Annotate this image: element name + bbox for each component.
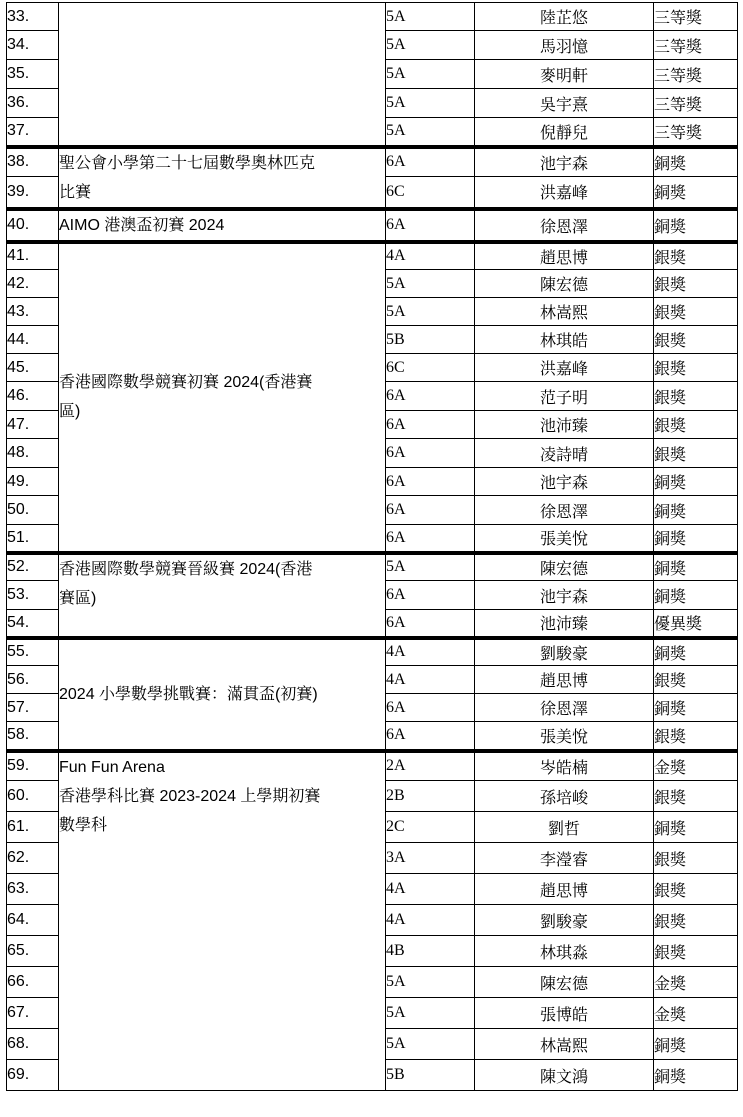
- row-number: 45.: [7, 354, 59, 382]
- student-name: 池宇森: [475, 147, 654, 177]
- awards-table-body: [7, 3, 738, 1091]
- award-level: 銀獎: [654, 439, 738, 468]
- award-level: 銀獎: [654, 411, 738, 439]
- student-name: 岑皓楠: [475, 751, 654, 781]
- award-level: 三等獎: [654, 89, 738, 118]
- student-class: 3A: [386, 843, 475, 874]
- student-class: 5A: [386, 1029, 475, 1060]
- row-number: 65.: [7, 936, 59, 967]
- row-number: 48.: [7, 439, 59, 468]
- student-name: 李瀅睿: [475, 843, 654, 874]
- award-level: 銀獎: [654, 843, 738, 874]
- student-name: 林琪皓: [475, 326, 654, 354]
- row-number: 58.: [7, 722, 59, 751]
- student-class: 5B: [386, 326, 475, 354]
- award-level: 銀獎: [654, 874, 738, 905]
- student-name: 范子明: [475, 382, 654, 411]
- student-class: 6A: [386, 694, 475, 722]
- competition-name-line: 區): [59, 403, 81, 420]
- student-class: 6A: [386, 382, 475, 411]
- student-class: 4A: [386, 242, 475, 270]
- student-name: 陸芷悠: [475, 3, 654, 31]
- award-level: 銀獎: [654, 936, 738, 967]
- competition-name: [59, 3, 386, 147]
- row-number: 54.: [7, 610, 59, 638]
- award-level: 銀獎: [654, 382, 738, 411]
- student-class: 5A: [386, 998, 475, 1029]
- row-number: 50.: [7, 496, 59, 525]
- row-number: 66.: [7, 967, 59, 998]
- student-name: 徐恩澤: [475, 209, 654, 242]
- award-level: 銅獎: [654, 581, 738, 610]
- student-class: 5A: [386, 553, 475, 581]
- award-level: 銅獎: [654, 525, 738, 553]
- student-class: 6A: [386, 722, 475, 751]
- student-name: 陳宏德: [475, 553, 654, 581]
- student-class: 2C: [386, 812, 475, 843]
- student-name: 陳文鴻: [475, 1060, 654, 1091]
- table-row: [7, 751, 738, 781]
- row-number: 40.: [7, 209, 59, 242]
- award-level: 銀獎: [654, 781, 738, 812]
- table-row: [7, 3, 738, 31]
- student-class: 5A: [386, 60, 475, 89]
- award-level: 銅獎: [654, 638, 738, 666]
- award-level: 銅獎: [654, 496, 738, 525]
- row-number: 62.: [7, 843, 59, 874]
- student-name: 林琪淼: [475, 936, 654, 967]
- row-number: 47.: [7, 411, 59, 439]
- award-level: 銀獎: [654, 666, 738, 694]
- competition-name: [59, 209, 386, 242]
- competition-name-line: 香港學科比賽 2023-2024 上學期初賽: [59, 787, 321, 805]
- competition-name-line: Fun Fun Arena: [59, 758, 165, 776]
- table-row: [7, 209, 738, 242]
- row-number: 41.: [7, 242, 59, 270]
- student-class: 5A: [386, 31, 475, 60]
- table-row: [7, 553, 738, 581]
- student-name: 張美悅: [475, 722, 654, 751]
- competition-name: [59, 242, 386, 553]
- award-level: 銀獎: [654, 905, 738, 936]
- student-name: 池沛臻: [475, 610, 654, 638]
- award-level: 金獎: [654, 967, 738, 998]
- award-level: 銅獎: [654, 812, 738, 843]
- student-class: 5A: [386, 118, 475, 147]
- award-level: 優異獎: [654, 610, 738, 638]
- row-number: 60.: [7, 781, 59, 812]
- student-class: 6A: [386, 525, 475, 553]
- row-number: 64.: [7, 905, 59, 936]
- competition-name-line: 比賽: [59, 183, 92, 201]
- row-number: 67.: [7, 998, 59, 1029]
- row-number: 56.: [7, 666, 59, 694]
- row-number: 59.: [7, 751, 59, 781]
- row-number: 43.: [7, 298, 59, 326]
- student-class: 5A: [386, 270, 475, 298]
- student-class: 6A: [386, 439, 475, 468]
- row-number: 61.: [7, 812, 59, 843]
- award-level: 銅獎: [654, 1029, 738, 1060]
- row-number: 42.: [7, 270, 59, 298]
- award-level: 金獎: [654, 998, 738, 1029]
- student-class: 4A: [386, 666, 475, 694]
- row-number: 34.: [7, 31, 59, 60]
- competition-name: [59, 147, 386, 209]
- student-name: 趙思博: [475, 242, 654, 270]
- student-name: 趙思博: [475, 666, 654, 694]
- row-number: 35.: [7, 60, 59, 89]
- student-name: 劉哲: [475, 812, 654, 843]
- row-number: 49.: [7, 468, 59, 496]
- row-number: 53.: [7, 581, 59, 610]
- competition-name: [59, 553, 386, 638]
- student-name: 洪嘉峰: [475, 354, 654, 382]
- award-level: 銀獎: [654, 270, 738, 298]
- competition-name-line: 2024 小學數學挑戰賽：滿貫盃(初賽): [59, 685, 318, 703]
- award-level: 三等獎: [654, 60, 738, 89]
- row-number: 68.: [7, 1029, 59, 1060]
- award-level: 銅獎: [654, 1060, 738, 1091]
- row-number: 52.: [7, 553, 59, 581]
- student-class: 5A: [386, 298, 475, 326]
- award-level: 銅獎: [654, 553, 738, 581]
- award-level: 銀獎: [654, 326, 738, 354]
- student-class: 4A: [386, 638, 475, 666]
- row-number: 44.: [7, 326, 59, 354]
- student-class: 6A: [386, 496, 475, 525]
- award-level: 銀獎: [654, 298, 738, 326]
- award-level: 銅獎: [654, 147, 738, 177]
- student-class: 4A: [386, 905, 475, 936]
- student-name: 洪嘉峰: [475, 177, 654, 209]
- student-class: 6C: [386, 354, 475, 382]
- student-name: 張美悅: [475, 525, 654, 553]
- row-number: 63.: [7, 874, 59, 905]
- competition-name-line: 聖公會小學第二十七屆數學奧林匹克: [59, 154, 316, 172]
- competition-name-line: 數學科: [59, 816, 108, 834]
- student-name: 劉駿豪: [475, 638, 654, 666]
- row-number: 39.: [7, 177, 59, 209]
- student-class: 2B: [386, 781, 475, 812]
- award-level: 三等獎: [654, 3, 738, 31]
- row-number: 46.: [7, 382, 59, 411]
- student-name: 凌詩晴: [475, 439, 654, 468]
- student-class: 4A: [386, 874, 475, 905]
- award-level: 銀獎: [654, 354, 738, 382]
- award-level: 銅獎: [654, 209, 738, 242]
- row-number: 69.: [7, 1060, 59, 1091]
- student-class: 5A: [386, 89, 475, 118]
- competition-name-line: AIMO 港澳盃初賽 2024: [59, 216, 225, 234]
- student-name: 吳宇熹: [475, 89, 654, 118]
- student-name: 林嵩熙: [475, 1029, 654, 1060]
- row-number: 36.: [7, 89, 59, 118]
- student-class: 5B: [386, 1060, 475, 1091]
- competition-name-line: 香港國際數學競賽晉級賽 2024(香港: [59, 560, 313, 578]
- student-class: 6A: [386, 610, 475, 638]
- award-level: 三等獎: [654, 31, 738, 60]
- student-class: 5A: [386, 3, 475, 31]
- student-class: 6A: [386, 468, 475, 496]
- award-level: 銅獎: [654, 694, 738, 722]
- student-name: 倪靜兒: [475, 118, 654, 147]
- student-class: 6A: [386, 147, 475, 177]
- award-level: 銀獎: [654, 722, 738, 751]
- competition-name-line: 賽區): [59, 589, 97, 607]
- competition-name: [59, 638, 386, 751]
- student-class: 5A: [386, 967, 475, 998]
- awards-table: [6, 2, 738, 1091]
- award-level: 銀獎: [654, 242, 738, 270]
- student-name: 陳宏德: [475, 270, 654, 298]
- student-name: 池沛臻: [475, 411, 654, 439]
- student-class: 2A: [386, 751, 475, 781]
- award-level: 銅獎: [654, 468, 738, 496]
- student-name: 池宇森: [475, 468, 654, 496]
- row-number: 38.: [7, 147, 59, 177]
- row-number: 33.: [7, 3, 59, 31]
- table-row: [7, 147, 738, 177]
- competition-name: [59, 751, 386, 1091]
- student-name: 林嵩熙: [475, 298, 654, 326]
- row-number: 37.: [7, 118, 59, 147]
- student-name: 陳宏德: [475, 967, 654, 998]
- student-name: 劉駿豪: [475, 905, 654, 936]
- competition-name-line: 香港國際數學競賽初賽 2024(香港賽: [59, 374, 313, 391]
- table-row: [7, 638, 738, 666]
- student-name: 孫培峻: [475, 781, 654, 812]
- award-level: 金獎: [654, 751, 738, 781]
- student-class: 6C: [386, 177, 475, 209]
- student-class: 6A: [386, 411, 475, 439]
- student-name: 池宇森: [475, 581, 654, 610]
- award-level: 銅獎: [654, 177, 738, 209]
- student-name: 馬羽憶: [475, 31, 654, 60]
- student-name: 徐恩澤: [475, 496, 654, 525]
- student-name: 徐恩澤: [475, 694, 654, 722]
- student-class: 4B: [386, 936, 475, 967]
- table-row: [7, 242, 738, 270]
- row-number: 57.: [7, 694, 59, 722]
- row-number: 51.: [7, 525, 59, 553]
- student-class: 6A: [386, 209, 475, 242]
- row-number: 55.: [7, 638, 59, 666]
- student-name: 麥明軒: [475, 60, 654, 89]
- student-class: 6A: [386, 581, 475, 610]
- award-level: 三等獎: [654, 118, 738, 147]
- student-name: 趙思博: [475, 874, 654, 905]
- student-name: 張博皓: [475, 998, 654, 1029]
